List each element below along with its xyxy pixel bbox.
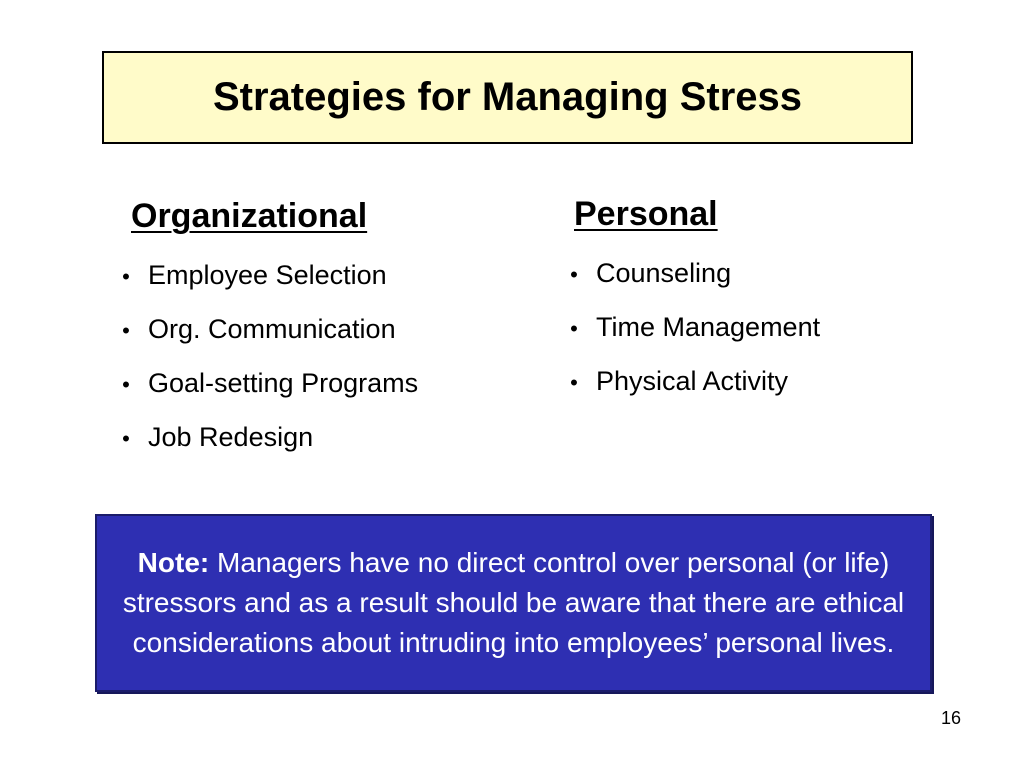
bullet-icon: • xyxy=(570,370,578,395)
list-item-label: Physical Activity xyxy=(596,366,789,396)
list-item xyxy=(562,246,820,300)
bullet-icon: • xyxy=(570,262,578,287)
list-item-label: Org. Communication xyxy=(148,314,396,344)
list-item-label: Goal-setting Programs xyxy=(148,368,419,398)
note-box xyxy=(95,514,932,692)
list-item-label: Time Management xyxy=(596,312,821,342)
note-paragraph xyxy=(105,543,922,663)
bullet-icon: • xyxy=(570,316,578,341)
personal-column xyxy=(562,192,820,408)
organizational-column xyxy=(114,194,418,464)
list-item xyxy=(114,248,418,302)
organizational-list xyxy=(114,248,418,464)
list-item xyxy=(562,300,820,354)
list-item xyxy=(114,302,418,356)
bullet-icon: • xyxy=(122,318,130,343)
list-item-label: Employee Selection xyxy=(148,260,387,290)
organizational-heading: Organizational xyxy=(131,197,368,235)
list-item xyxy=(562,354,820,408)
personal-heading: Personal xyxy=(574,195,718,233)
slide-title: Strategies for Managing Stress xyxy=(212,75,803,119)
list-item xyxy=(114,356,418,410)
list-item xyxy=(114,410,418,464)
note-label: Note: xyxy=(137,547,210,578)
bullet-icon: • xyxy=(122,372,130,397)
title-box xyxy=(102,51,913,144)
list-item-label: Counseling xyxy=(596,258,732,288)
bullet-icon: • xyxy=(122,426,130,451)
note-body: Managers have no direct control over personal (or life) stressors and as a result should be aware that there are ethical considerations about intruding into employees’ personal lives. xyxy=(122,547,905,658)
list-item-label: Job Redesign xyxy=(148,422,314,452)
bullet-icon: • xyxy=(122,264,130,289)
personal-list xyxy=(562,246,820,408)
page-number: 16 xyxy=(941,708,962,728)
